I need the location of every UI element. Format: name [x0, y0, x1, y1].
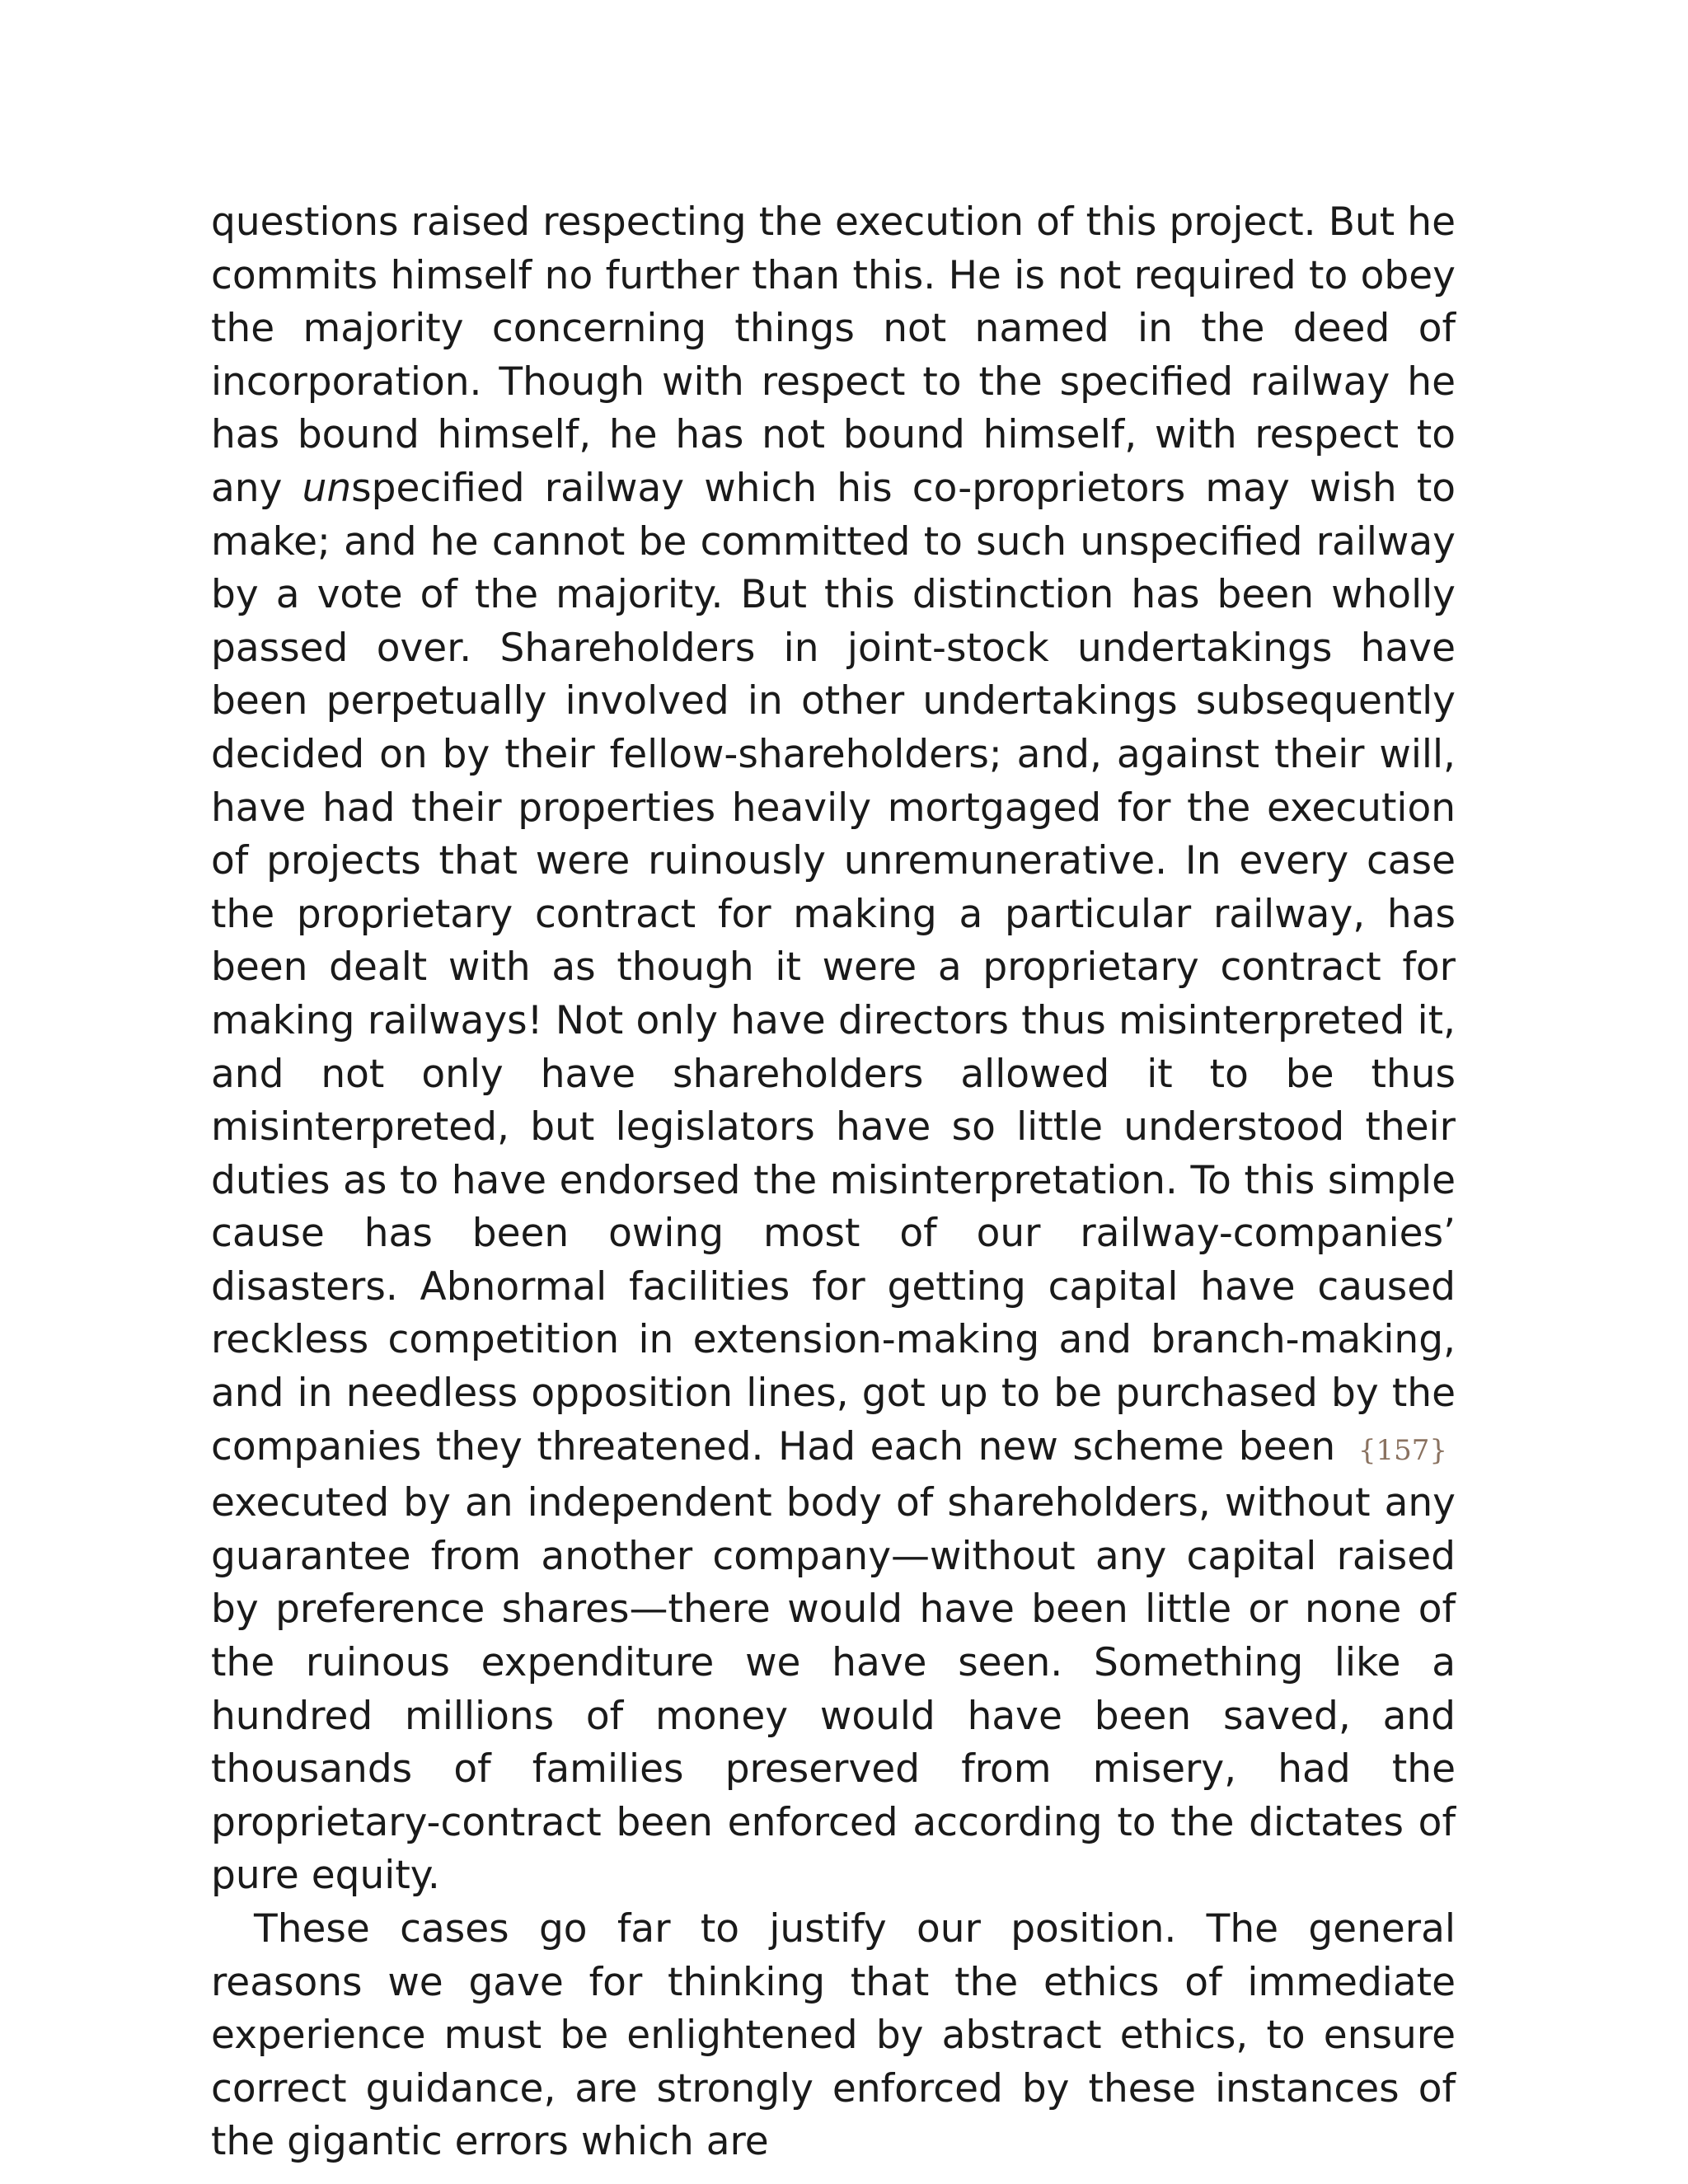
- paragraph-text: executed by an independent body of shareholders, without any guarantee from another company—without any capital raised by preference shares—there would have been little or none of the ruinous expenditure we have seen. Something like a hundred millions of money would have been saved, and thousands of families preserved from misery, had the proprietary-contract been enforced according to the dictates of pure equity.: [211, 1480, 1456, 1899]
- page-body: [211, 196, 1456, 2169]
- paragraph: [211, 196, 1456, 1903]
- italic-emphasis: un: [302, 465, 352, 511]
- paragraph-text: questions raised respecting the execution of this project. But he commits himself no further than this. He is not required to obey the majority concerning things not named in the deed of incorporation. Though with respect to the specified railway he has bound himself, he has not bound himself, with respect to any: [211, 199, 1456, 511]
- paragraph: These cases go far to justify our position. The general reasons we gave for thinking that the ethics of immediate experience must be enlightened by abstract ethics, to ensure correct guidance, are strongly enforced by these instances of the gigantic errors which are: [211, 1906, 1456, 2165]
- paragraph-text: specified railway which his co-proprietors may wish to make; and he cannot be committed to such unspecified railway by a vote of the majority. But this distinction has been wholly passed over. Shareholders in joint-stock undertakings have been perpetually involved in other undertakings subsequently decided on by their fellow-shareholders; and, against their will, have had their properties heavily mortgaged for the execution of projects that were ruinously unremunerative. In every case the proprietary contract for making a particular railway, has been dealt with as though it were a proprietary contract for making railways! Not only have directors thus misinterpreted it, and not only have shareholders allowed it to be thus misinterpreted, but legislators have so little understood their duties as to have endorsed the misinterpretation. To this simple cause has been owing most of our railway-companies’ disasters. Abnormal facilities for getting capital have caused reckless competition in extension-making and branch-making, and in needless opposition lines, got up to be purchased by the companies they threatened. Had each new scheme been: [211, 465, 1456, 1469]
- page-number-marker[interactable]: {157}: [1357, 1433, 1447, 1467]
